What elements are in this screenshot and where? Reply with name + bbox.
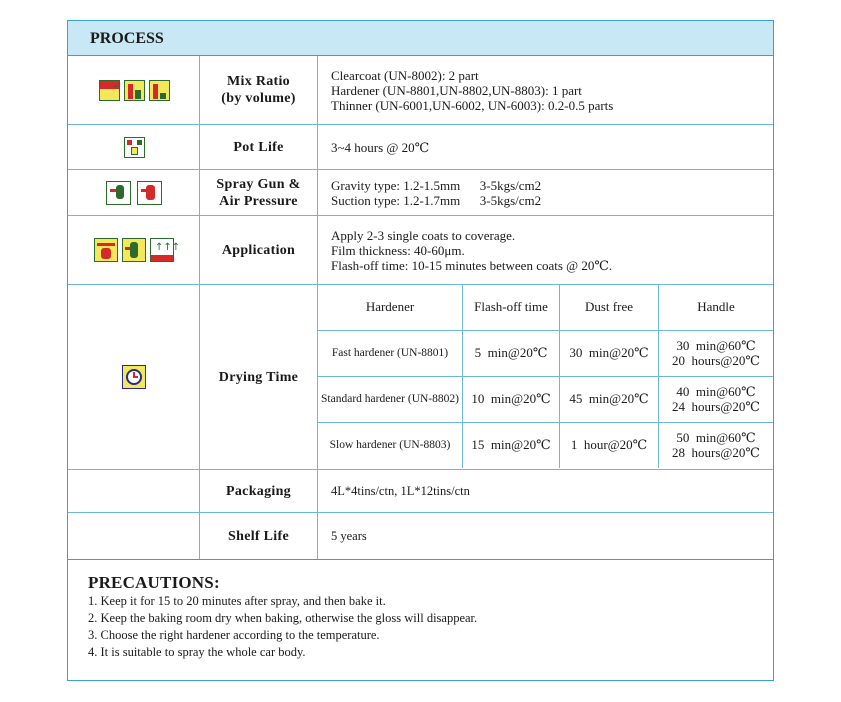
shelf-life-value: 5 years <box>331 528 367 543</box>
process-sheet <box>67 20 774 681</box>
handle-slow-20: 28 hours@20℃ <box>672 445 760 461</box>
header-flash-off: Flash-off time <box>463 285 560 330</box>
flash-off-fast: 5 min@20℃ <box>463 330 560 376</box>
header-hardener: Hardener <box>318 285 463 330</box>
process-header <box>68 21 773 56</box>
clock-icon <box>122 365 146 389</box>
pot-life-value: 3~4 hours @ 20℃ <box>331 139 430 155</box>
mix-ratio-row <box>68 56 773 125</box>
mix-ratio-thinner: Thinner (UN-6001,UN-6002, UN-6003): 0.2-0.5 parts <box>331 97 614 113</box>
application-row <box>68 216 773 285</box>
handle-slow-60: 50 min@60℃ <box>676 430 756 446</box>
dust-free-slow: 1 hour@20℃ <box>560 422 659 468</box>
packaging-value: 4L*4tins/ctn, 1L*12tins/ctn <box>331 483 470 498</box>
handle-fast-60: 30 min@60℃ <box>676 338 756 353</box>
mixing-cup-icon <box>124 137 145 158</box>
hardener-slow: Slow hardener (UN-8803) <box>318 422 463 468</box>
handle-fast-20: 20 hours@20℃ <box>672 353 760 368</box>
flash-off-slow: 15 min@20℃ <box>463 422 560 468</box>
air-pressure-label: Air Pressure <box>219 193 298 209</box>
table-row <box>318 330 773 376</box>
table-header-row <box>318 285 773 330</box>
gravity-type-value: Gravity type: 1.2-1.5mm 3-5kgs/cm2 <box>331 177 542 193</box>
table-row <box>318 376 773 422</box>
mix-ratio-hardener: Hardener (UN-8801,UN-8802,UN-8803): 1 part <box>331 82 582 98</box>
process-title: PROCESS <box>90 30 164 47</box>
mix-ratio-label: Mix Ratio <box>227 74 290 89</box>
dust-free-fast: 30 min@20℃ <box>560 330 659 376</box>
precaution-item: 3. Choose the right hardener according to the temperature. <box>88 628 380 642</box>
gravity-spray-gun-icon <box>106 181 131 205</box>
application-film-thickness: Film thickness: 40-60μm. <box>331 242 465 258</box>
precaution-item: 4. It is suitable to spray the whole car body. <box>88 645 306 659</box>
mix-ratio-sublabel: (by volume) <box>221 91 296 106</box>
spray-gun-row <box>68 170 773 216</box>
header-handle: Handle <box>659 285 774 330</box>
spray-gun-label: Spray Gun & <box>216 176 301 192</box>
clearcoat-plus-icon: + <box>99 80 120 101</box>
pot-life-row <box>68 125 773 170</box>
sprayer-person-icon <box>122 238 146 262</box>
hardener-fast: Fast hardener (UN-8801) <box>318 330 463 376</box>
spray-coats-icon <box>94 238 118 262</box>
shelf-life-row <box>68 513 773 560</box>
handle-standard-60: 40 min@60℃ <box>676 384 756 399</box>
table-row <box>318 422 773 468</box>
packaging-row <box>68 470 773 513</box>
flash-off-standard: 10 min@20℃ <box>463 376 560 422</box>
suction-type-value: Suction type: 1.2-1.7mm 3-5kgs/cm2 <box>331 192 542 208</box>
pot-life-label: Pot Life <box>200 125 318 169</box>
shelf-life-label: Shelf Life <box>200 513 318 559</box>
precaution-item: 2. Keep the baking room dry when baking, otherwise the gloss will disappear. <box>88 611 478 625</box>
drying-time-table <box>318 285 773 468</box>
precautions-title: PRECAUTIONS: <box>88 573 220 592</box>
header-dust-free: Dust free <box>560 285 659 330</box>
drying-time-label: Drying Time <box>200 285 318 469</box>
packaging-label: Packaging <box>200 470 318 512</box>
hardener-can-icon <box>124 80 145 101</box>
drying-time-row <box>68 285 773 470</box>
thinner-can-icon <box>149 80 170 101</box>
dust-free-standard: 45 min@20℃ <box>560 376 659 422</box>
handle-standard-20: 24 hours@20℃ <box>672 399 760 414</box>
flash-off-icon: ↑↑↑ <box>150 238 174 262</box>
precaution-item: 1. Keep it for 15 to 20 minutes after spray, and then bake it. <box>88 594 386 608</box>
hardener-standard: Standard hardener (UN-8802) <box>318 376 463 422</box>
application-coats: Apply 2-3 single coats to coverage. <box>331 227 516 243</box>
suction-spray-gun-icon <box>137 181 162 205</box>
application-flash-off: Flash-off time: 10-15 minutes between coats @ 20℃. <box>331 257 613 273</box>
mix-ratio-clearcoat: Clearcoat (UN-8002): 2 part <box>331 67 479 83</box>
precautions-section <box>88 573 768 661</box>
application-label: Application <box>200 216 318 284</box>
